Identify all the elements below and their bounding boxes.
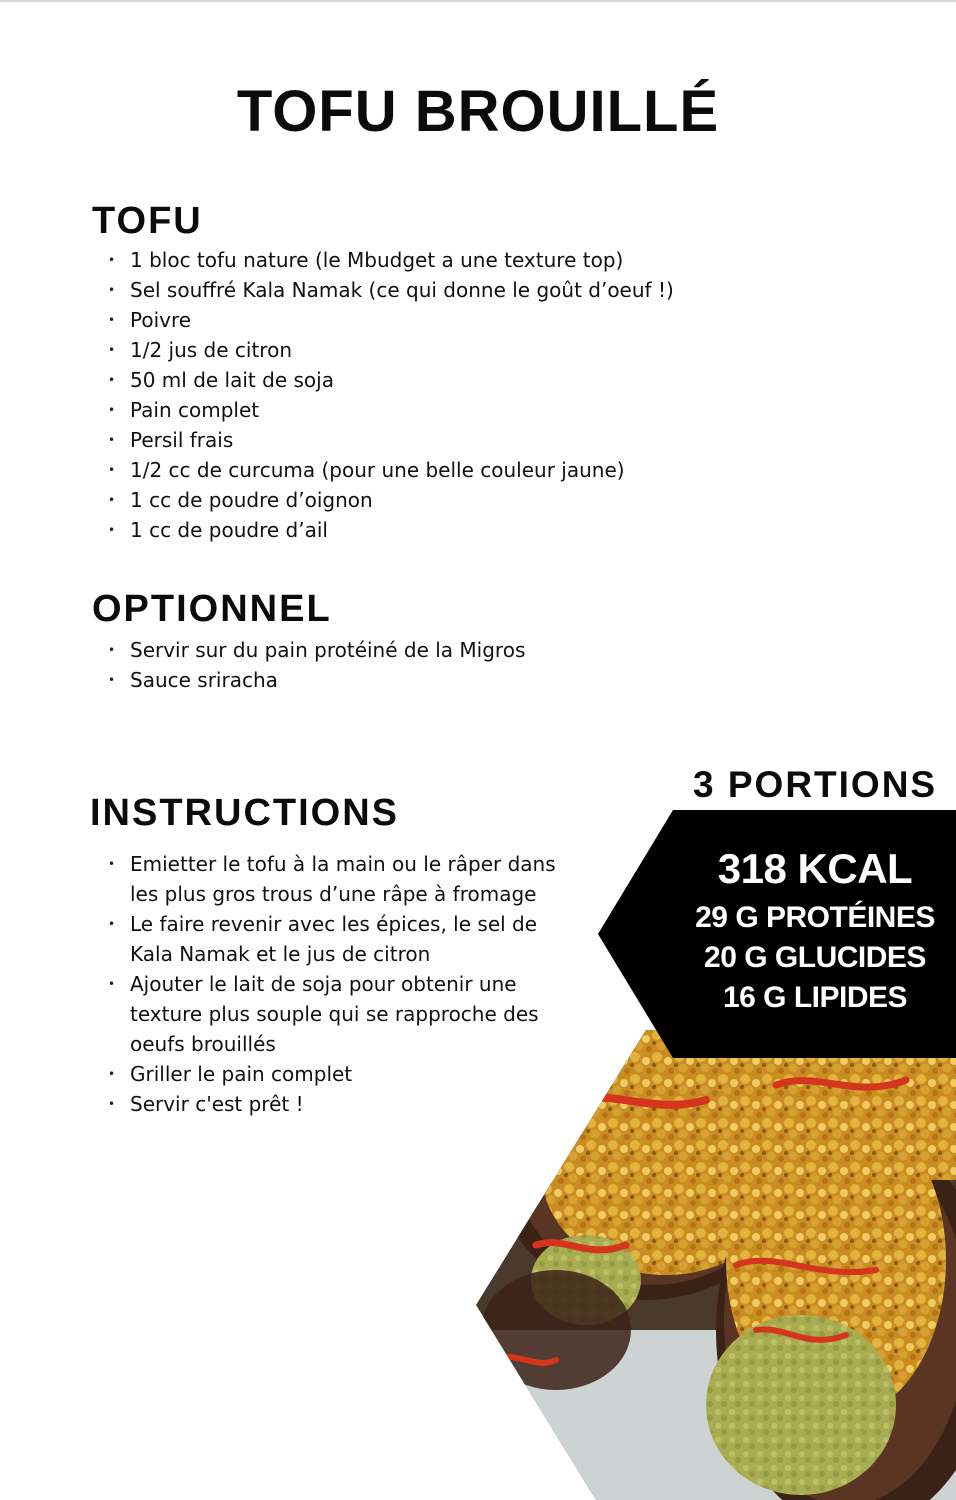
instruction-step: • Emietter le tofu à la main ou le râper dans les plus gros trous d’une râpe à fromage [108,849,578,909]
ingredient-item: • 50 ml de lait de soja [108,365,674,395]
fats-value: 16 G LIPIDES [722,981,908,1014]
ingredient-item: • 1 cc de poudre d’oignon [108,485,674,515]
ingredient-item: • Pain complet [108,395,674,425]
optional-item: • Servir sur du pain protéiné de la Migros [108,635,525,665]
recipe-title: TOFU BROUILLÉ [236,79,720,144]
ingredients-heading: TOFU [92,200,203,242]
top-divider [0,0,956,2]
optional-item: • Sauce sriracha [108,665,525,695]
food-photo [476,1030,956,1500]
ingredient-item: • 1 cc de poudre d’ail [108,515,674,545]
optional-heading: OPTIONNEL [92,588,332,630]
instructions-heading: INSTRUCTIONS [90,792,399,834]
instruction-step: • Servir c'est prêt ! [108,1089,578,1119]
carbs-value: 20 G GLUCIDES [704,941,926,974]
ingredients-list [108,245,674,545]
proteins-value: 29 G PROTÉINES [695,901,935,934]
ingredient-item: • 1/2 jus de citron [108,335,674,365]
calories-value: 318 KCAL [717,845,913,892]
ingredient-item: • 1/2 cc de curcuma (pour une belle couleur jaune) [108,455,674,485]
ingredient-item: • Persil frais [108,425,674,455]
instruction-step: • Le faire revenir avec les épices, le sel de Kala Namak et le jus de citron [108,909,578,969]
ingredient-item: • Poivre [108,305,674,335]
instruction-step: • Ajouter le lait de soja pour obtenir une texture plus souple qui se rapproche des oeufs brouillés [108,969,578,1059]
ingredient-item: • 1 bloc tofu nature (le Mbudget a une texture top) [108,245,674,275]
portions-label: 3 PORTIONS [693,764,938,805]
instruction-step: • Griller le pain complet [108,1059,578,1089]
nutrition-facts [680,840,950,1018]
ingredient-item: • Sel souffré Kala Namak (ce qui donne le goût d’oeuf !) [108,275,674,305]
optional-list [108,635,525,695]
